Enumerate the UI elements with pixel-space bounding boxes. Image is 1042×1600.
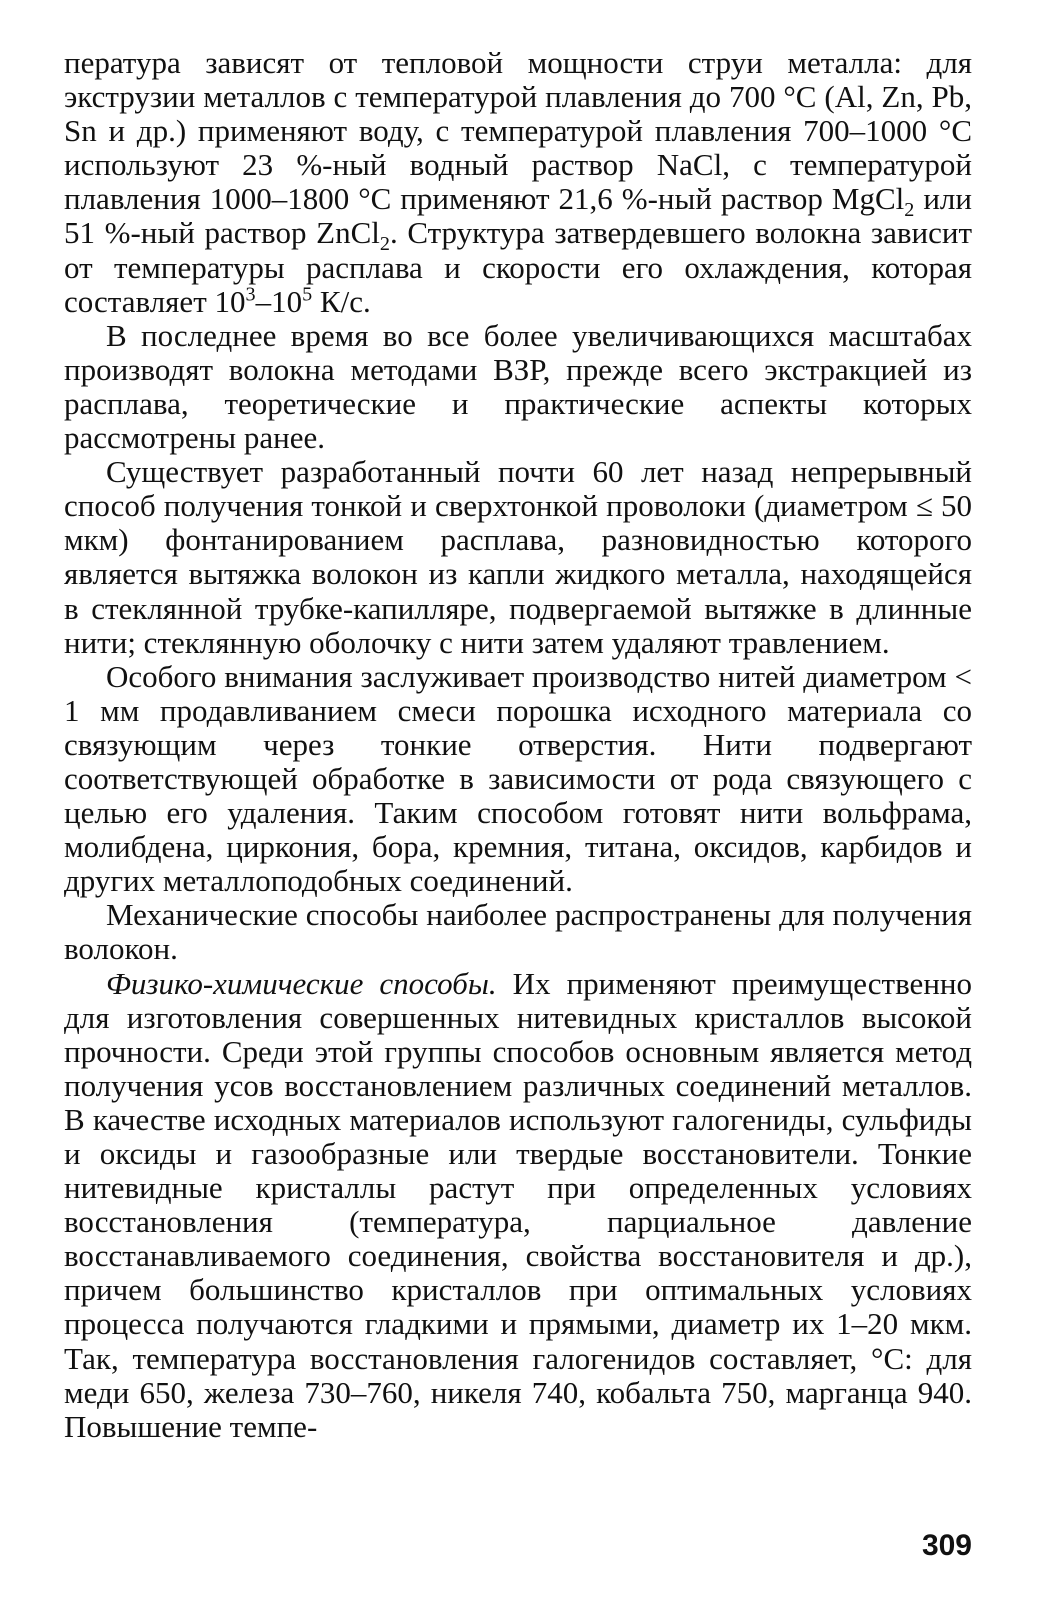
superscript-exp-3: 3 [245, 283, 256, 306]
paragraph-1-text-e: К/с. [312, 283, 371, 319]
paragraph-1-text-d: –10 [255, 283, 303, 319]
paragraph-2: В последнее время во все более увеличивающихся масштабах производят волокна методами ВЗР, прежде всего экстракцией из расплава, теоретические и практические аспекты которых рассмотрены ранее. [64, 317, 972, 456]
page-number: 309 [921, 1529, 972, 1562]
superscript-exp-5: 5 [302, 283, 313, 306]
paragraph-3: Существует разработанный почти 60 лет назад непрерывный способ получения тонкой и сверхтонкой проволоки (диаметром ≤ 50 мкм) фонтанированием расплава, разновидностью которого является вытяжка волокон из капли жидкого металла, находящейся в стеклянной трубке-капилляре, подвергаемой вытяжке в длинные нити; стеклянную оболочку с нити затем удаляют травлением. [64, 454, 972, 660]
inline-heading-physchem-methods: Физико-химические способы. [106, 965, 497, 1001]
paragraph-1-text-a: пература зависят от тепловой мощности струи металла: для экструзии металлов с температурой плавления до 700 °С (Al, Zn, Pb, Sn и др.) применяют воду, с температурой плавления 700–1000 °С используют 23 %-ный водный раствор NaCl, с температурой плавления 1000–1800 °С применяют 21,6 %-ный раствор MgCl [64, 45, 972, 217]
paragraph-1-text-c: . Структура затвердевшего волокна зависит от температуры расплава и скорости его охлаждения, которая составляет 10 [64, 215, 972, 319]
paragraph-6-text: Их применяют преимущественно для изготовления совершенных нитевидных кристаллов высокой прочности. Среди этой группы способов основным является метод получения усов восстановлением различных соединений металлов. В качестве исходных материалов используют галогениды, сульфиды и оксиды и газообразные или твердые восстановители. Тонкие нитевидные кристаллы растут при определенных условиях восстановления (температура, парциальное давление восстанавливаемого соединения, свойства восстановителя и др.), причем большинство кристаллов при оптимальных условиях процесса получаются гладкими и прямыми, диаметр их 1–20 мкм. Так, температура восстановления галогенидов составляет, °С: для меди 650, железа 730–760, никеля 740, кобальта 750, марганца 940. Повышение темпе- [64, 965, 972, 1444]
subscript-mgcl2: 2 [904, 199, 915, 222]
paragraph-5: Механические способы наиболее распространены для получения волокон. [64, 897, 972, 967]
paragraph-6 [64, 967, 972, 1444]
paragraph-4: Особого внимания заслуживает производство нитей диаметром < 1 мм продавливанием смеси порошка исходного материала со связующим через тонкие отверстия. Нити подвергают соответствующей обработке в зависимости от рода связующего с целью его удаления. Таким способом готовят нити вольфрама, молибдена, циркония, бора, кремния, титана, оксидов, карбидов и других металлоподобных соединений. [64, 658, 972, 899]
paragraph-1 [64, 46, 972, 319]
paragraph-1-text-b: или 51 %-ный раствор ZnCl [64, 181, 972, 251]
page-body [64, 46, 972, 1444]
subscript-zncl2: 2 [379, 233, 390, 256]
